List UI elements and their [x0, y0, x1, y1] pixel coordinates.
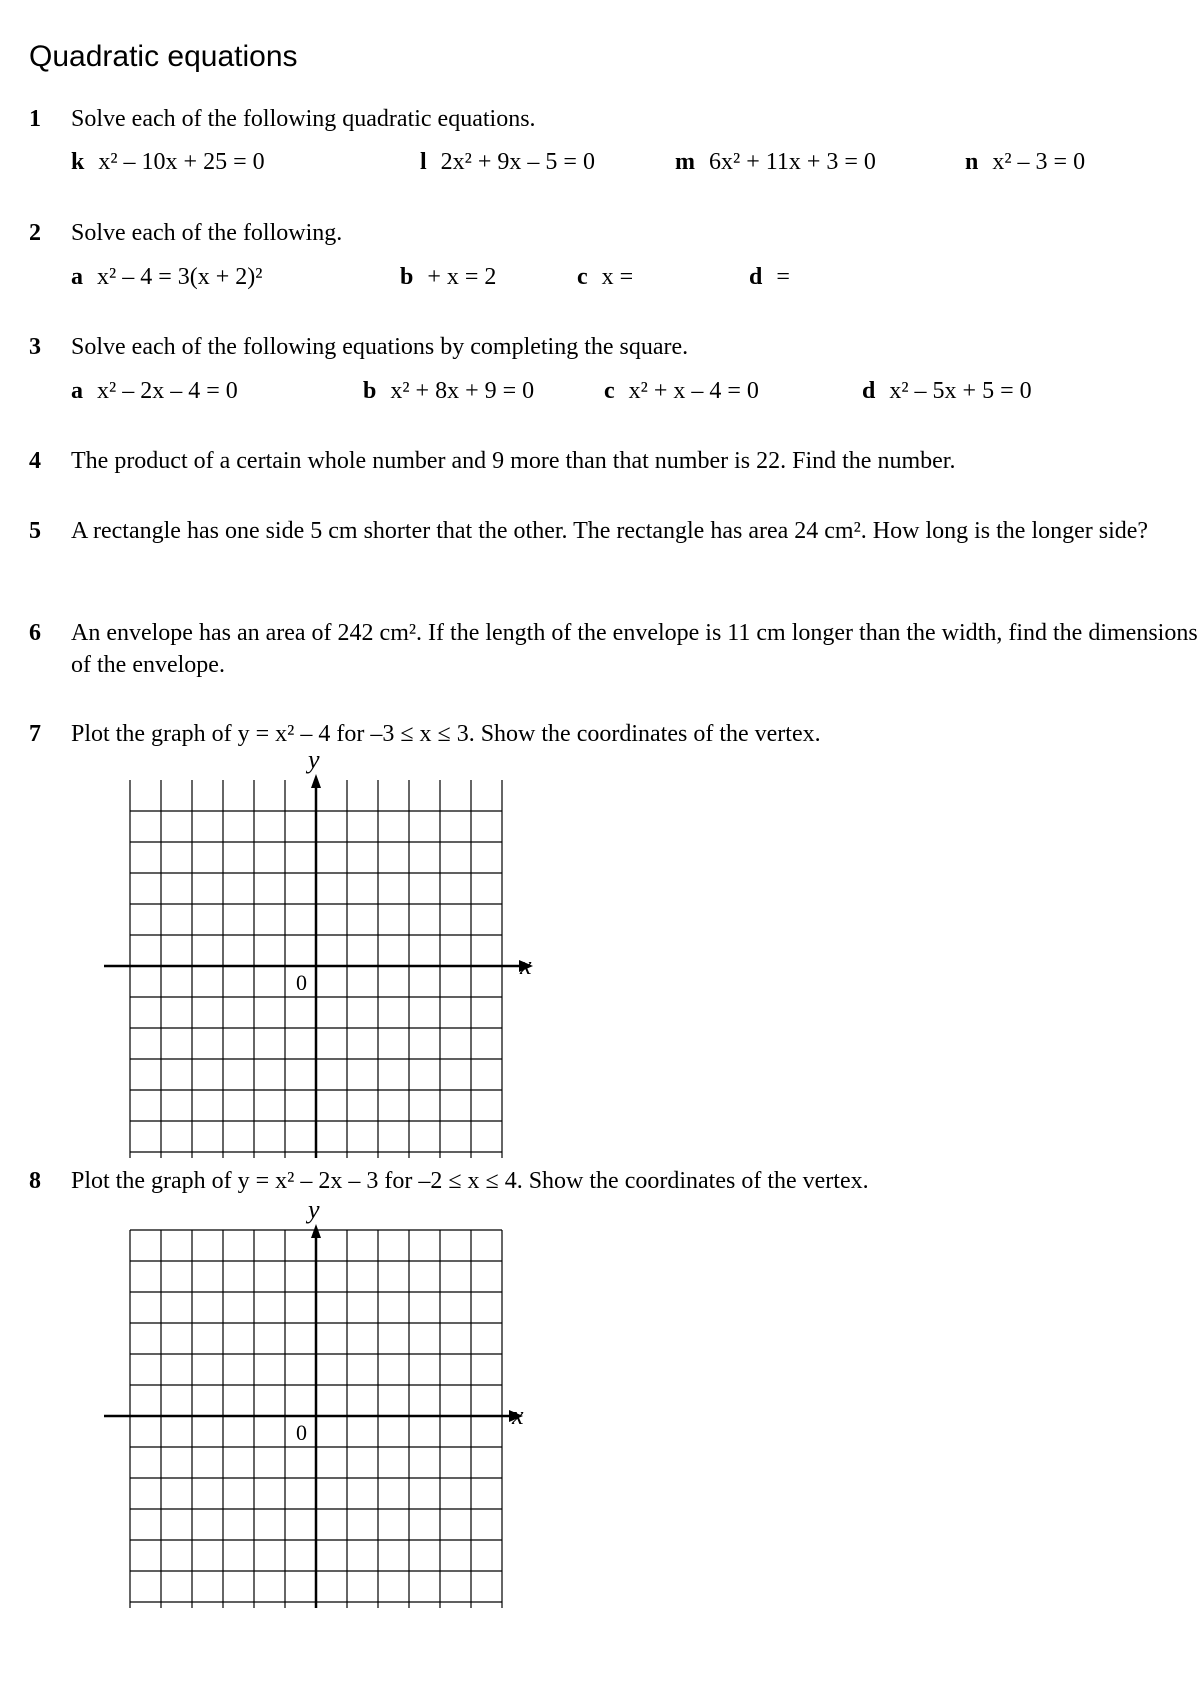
graph-grid-q8 — [100, 1196, 550, 1615]
part-expression: x = — [601, 264, 634, 290]
y-axis-arrow — [311, 774, 321, 788]
x-axis-label: x — [512, 1401, 524, 1430]
question-number: 4 — [29, 448, 41, 474]
question-number: 1 — [29, 106, 41, 132]
part-label: c — [577, 264, 588, 290]
part-c — [577, 261, 633, 293]
part-k — [71, 146, 265, 178]
part-m — [675, 146, 876, 178]
question-number: 8 — [29, 1168, 41, 1194]
part-d — [749, 261, 790, 293]
question-number: 7 — [29, 721, 41, 747]
part-label: n — [965, 149, 979, 175]
part-b — [400, 261, 496, 293]
part-expression: 2x² + 9x – 5 = 0 — [440, 149, 595, 175]
part-label: b — [363, 378, 377, 404]
part-a — [71, 375, 238, 407]
part-a — [71, 261, 262, 293]
part-expression: + x = 2 — [427, 264, 497, 290]
part-expression: x² – 4 = 3(x + 2)² — [97, 264, 263, 290]
graph-grid-q7 — [100, 748, 550, 1165]
question-text: A rectangle has one side 5 cm shorter that the other. The rectangle has area 24 cm². How long is the longer side? — [71, 518, 1149, 544]
question-text: Solve each of the following equations by completing the square. — [71, 334, 689, 360]
part-label: a — [71, 378, 83, 404]
part-n — [965, 146, 1085, 178]
part-label: a — [71, 264, 83, 290]
question-text: The product of a certain whole number and 9 more than that number is 22. Find the number. — [71, 448, 956, 474]
coordinate-grid — [100, 748, 550, 1160]
question-number: 6 — [29, 620, 41, 646]
question-text: Solve each of the following. — [71, 220, 343, 246]
part-b — [363, 375, 534, 407]
question-number: 5 — [29, 518, 41, 544]
part-label: m — [675, 149, 695, 175]
y-axis-arrow — [311, 1224, 321, 1238]
part-label: c — [604, 378, 615, 404]
origin-label: 0 — [296, 1420, 307, 1445]
page-title: Quadratic equations — [29, 40, 298, 73]
part-label: d — [749, 264, 763, 290]
origin-label: 0 — [296, 970, 307, 995]
part-expression: x² + 8x + 9 = 0 — [390, 378, 535, 404]
question-text: Plot the graph of y = x² – 2x – 3 for –2 ≤ x ≤ 4. Show the coordinates of the vertex. — [71, 1168, 869, 1194]
coordinate-grid — [100, 1196, 550, 1610]
part-expression: 6x² + 11x + 3 = 0 — [709, 149, 876, 175]
question-text: Plot the graph of y = x² – 4 for –3 ≤ x ≤ 3. Show the coordinates of the vertex. — [71, 721, 821, 747]
question-number: 3 — [29, 334, 41, 360]
part-expression: = — [776, 264, 790, 290]
part-expression: x² – 2x – 4 = 0 — [97, 378, 238, 404]
part-expression: x² – 10x + 25 = 0 — [98, 149, 265, 175]
question-number: 2 — [29, 220, 41, 246]
part-label: b — [400, 264, 414, 290]
y-axis-label: y — [308, 748, 320, 774]
question-text: Solve each of the following quadratic equations. — [71, 106, 536, 132]
part-label: l — [420, 149, 427, 175]
part-expression: x² – 3 = 0 — [992, 149, 1086, 175]
question-text: An envelope has an area of 242 cm². If the length of the envelope is 11 cm longer than the width, find the dimensions of the envelope. — [71, 620, 1198, 678]
part-l — [420, 146, 595, 178]
part-c — [604, 375, 759, 407]
part-label: k — [71, 149, 85, 175]
part-expression: x² – 5x + 5 = 0 — [889, 378, 1032, 404]
y-axis-label: y — [308, 1196, 320, 1224]
part-expression: x² + x – 4 = 0 — [628, 378, 759, 404]
part-label: d — [862, 378, 876, 404]
part-d — [862, 375, 1032, 407]
x-axis-label: x — [520, 951, 532, 980]
